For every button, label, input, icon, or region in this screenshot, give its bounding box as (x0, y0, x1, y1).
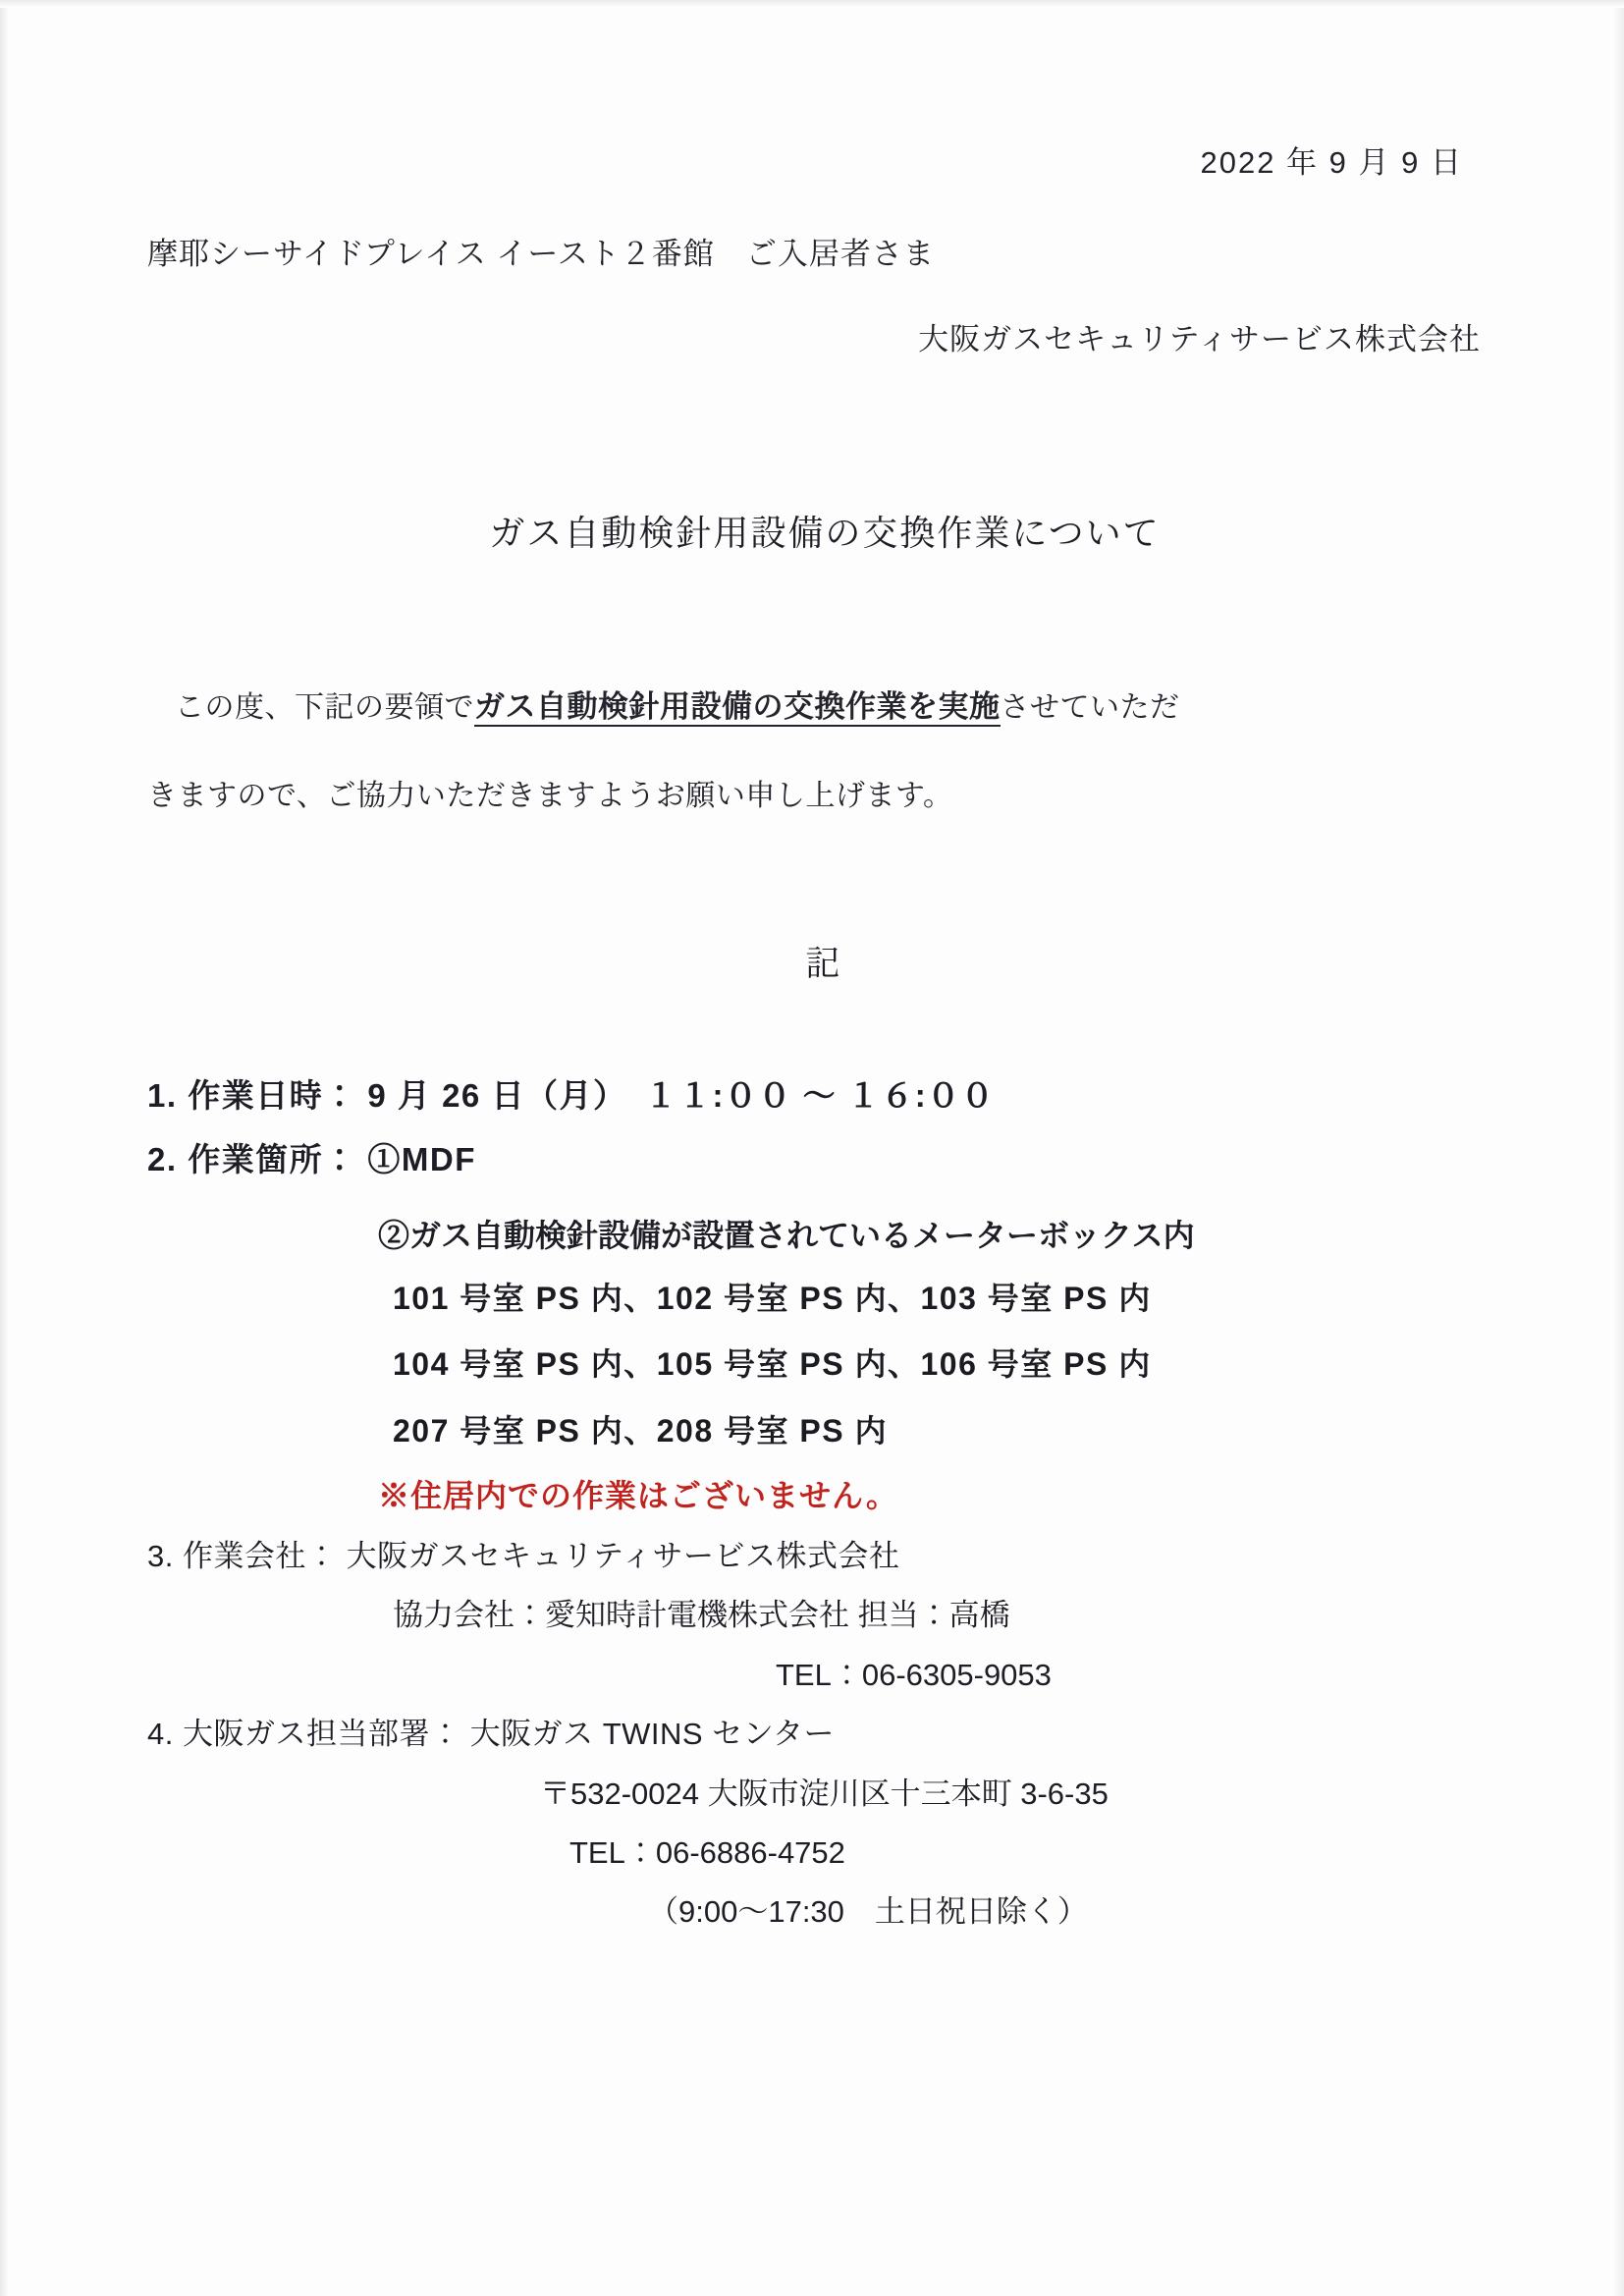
item-contractor (147, 1527, 1502, 1586)
item-4-value: 大阪ガス TWINS センター (469, 1717, 835, 1752)
red-warning-note: ※住居内での作業はございません。 (378, 1477, 898, 1513)
lead-emphasis: ガス自動検針用設備の交換作業を実施 (474, 689, 1001, 727)
item-work-location (147, 1128, 1502, 1191)
lead-text-after: させていただ (1000, 691, 1180, 724)
addressee-line: 摩耶シーサイドプレイス イースト２番館 ご入居者さま (147, 237, 935, 271)
item-1-label: 作業日時： (188, 1077, 357, 1115)
items-list (147, 1065, 1502, 1942)
lead-line-2: きますので、ご協力いただきますようお願い申し上げます。 (147, 780, 953, 813)
document-content (147, 0, 1502, 1942)
item-4-number: 4. (147, 1717, 174, 1752)
partner-tel: TEL：06-6305-9053 (776, 1657, 1052, 1692)
partner-company: 協力会社：愛知時計電機株式会社 担当：高橋 (393, 1598, 1010, 1633)
room-line-3: 207 号室 PS 内、208 号室 PS 内 (393, 1412, 889, 1449)
department-tel: TEL：06-6886-4752 (569, 1835, 845, 1871)
item-1-value: 9 月 26 日（月） １１:００ ～ １６:００ (367, 1077, 996, 1115)
item-3-label: 作業会社： (182, 1538, 338, 1573)
item-work-datetime (147, 1065, 1502, 1127)
scan-edge-right (1612, 0, 1624, 2296)
room-line-2: 104 号室 PS 内、105 号室 PS 内、106 号室 PS 内 (393, 1346, 1152, 1383)
spacer (147, 1191, 1502, 1205)
document-date: 2022 年 9 月 9 日 (1200, 145, 1463, 180)
sender-line: 大阪ガスセキュリティサービス株式会社 (918, 322, 1481, 356)
lead-text-before: この度、下記の要領で (175, 691, 474, 724)
item-3-number: 3. (147, 1538, 174, 1573)
department-address: 〒532-0024 大阪市淀川区十三本町 3-6-35 (540, 1776, 1109, 1811)
item-2-value: ①MDF (367, 1140, 476, 1177)
page-title: ガス自動検針用設備の交換作業について (489, 513, 1161, 553)
ki-marker: 記 (805, 945, 844, 984)
item-3-value: 大阪ガスセキュリティサービス株式会社 (346, 1538, 900, 1573)
item-department (147, 1705, 1502, 1764)
item-2-number: 2. (147, 1140, 178, 1177)
item-4-label: 大阪ガス担当部署： (182, 1717, 461, 1752)
location-detail: ②ガス自動検針設備が設置されているメーターボックス内 (378, 1217, 1195, 1253)
item-2-label: 作業箇所： (188, 1140, 357, 1177)
room-line-1: 101 号室 PS 内、102 号室 PS 内、103 号室 PS 内 (393, 1281, 1152, 1317)
lead-paragraph (147, 674, 1502, 829)
item-1-number: 1. (147, 1077, 178, 1115)
department-hours: （9:00～17:30 土日祝日除く） (648, 1894, 1088, 1930)
scan-edge-left (0, 0, 10, 2296)
